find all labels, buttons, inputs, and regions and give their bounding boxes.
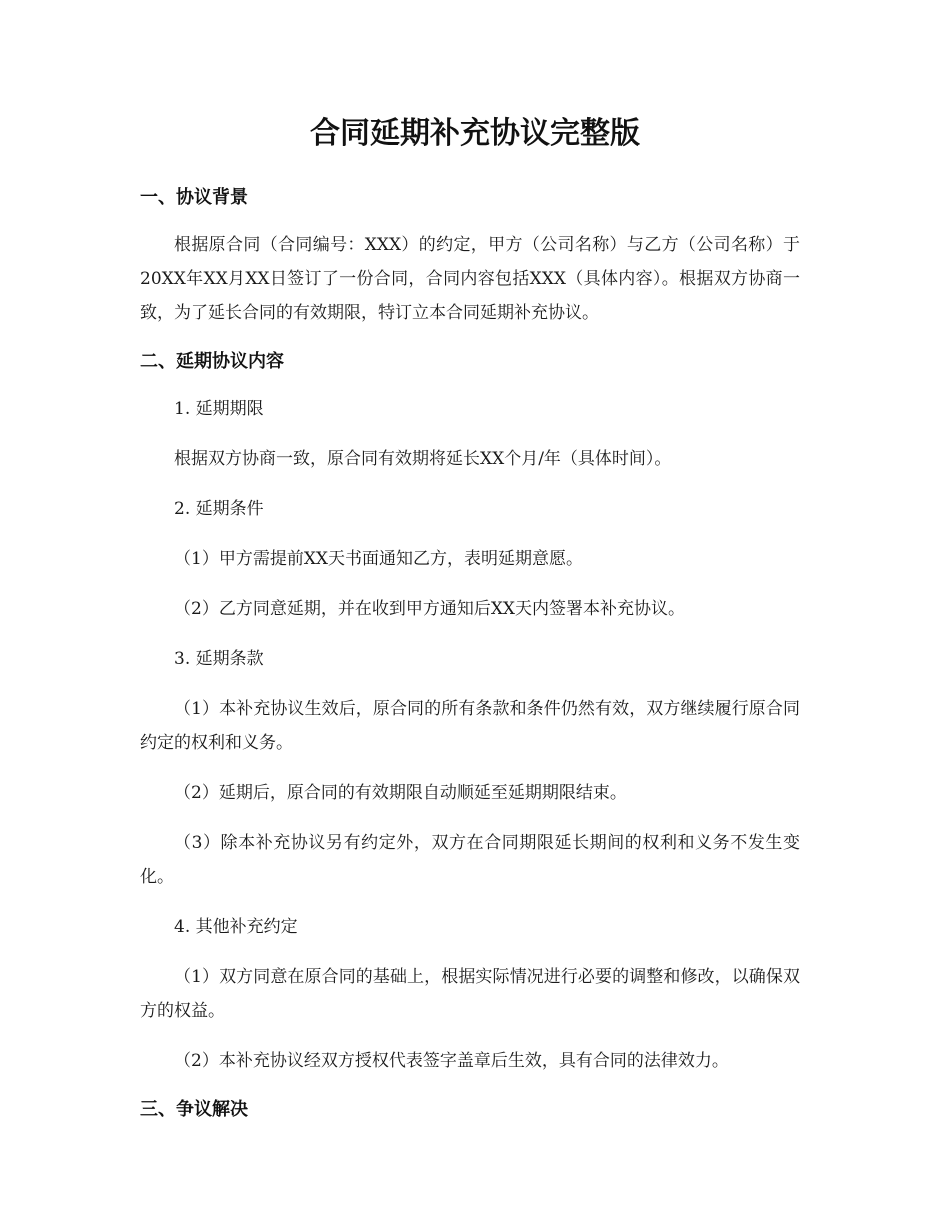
section-heading-content: 二、延期协议内容 xyxy=(140,351,284,372)
section-heading-background: 一、协议背景 xyxy=(140,187,248,208)
background-paragraph: 根据原合同（合同编号：XXX）的约定，甲方（公司名称）与乙方（公司名称）于20XX年XX月XX日签订了一份合同，合同内容包括XXX（具体内容）。根据双方协商一致，为了延长合同的有效期限，特订立本合同延期补充协议。 xyxy=(140,235,800,323)
section-heading-dispute: 三、争议解决 xyxy=(140,1099,248,1120)
item2-title: 2. 延期条件 xyxy=(174,499,264,519)
item3-clause-1: （1）本补充协议生效后，原合同的所有条款和条件仍然有效，双方继续履行原合同约定的权利和义务。 xyxy=(140,699,800,753)
document-body xyxy=(140,182,800,1144)
item1-text: 根据双方协商一致，原合同有效期将延长XX个月/年（具体时间）。 xyxy=(174,449,672,469)
item3-title: 3. 延期条款 xyxy=(174,649,264,669)
item2-clause-2: （2）乙方同意延期，并在收到甲方通知后XX天内签署本补充协议。 xyxy=(174,599,686,619)
item4-title: 4. 其他补充约定 xyxy=(174,917,298,937)
item3-clause-3: （3）除本补充协议另有约定外，双方在合同期限延长期间的权利和义务不发生变化。 xyxy=(140,833,800,887)
item2-clause-1: （1）甲方需提前XX天书面通知乙方，表明延期意愿。 xyxy=(174,549,584,569)
item1-title: 1. 延期期限 xyxy=(174,399,264,419)
item4-clause-1: （1）双方同意在原合同的基础上，根据实际情况进行必要的调整和修改，以确保双方的权益。 xyxy=(140,967,800,1021)
item4-clause-2: （2）本补充协议经双方授权代表签字盖章后生效，具有合同的法律效力。 xyxy=(174,1051,729,1071)
item3-clause-2: （2）延期后，原合同的有效期限自动顺延至延期期限结束。 xyxy=(174,783,627,803)
document-title: 合同延期补充协议完整版 xyxy=(310,116,640,151)
